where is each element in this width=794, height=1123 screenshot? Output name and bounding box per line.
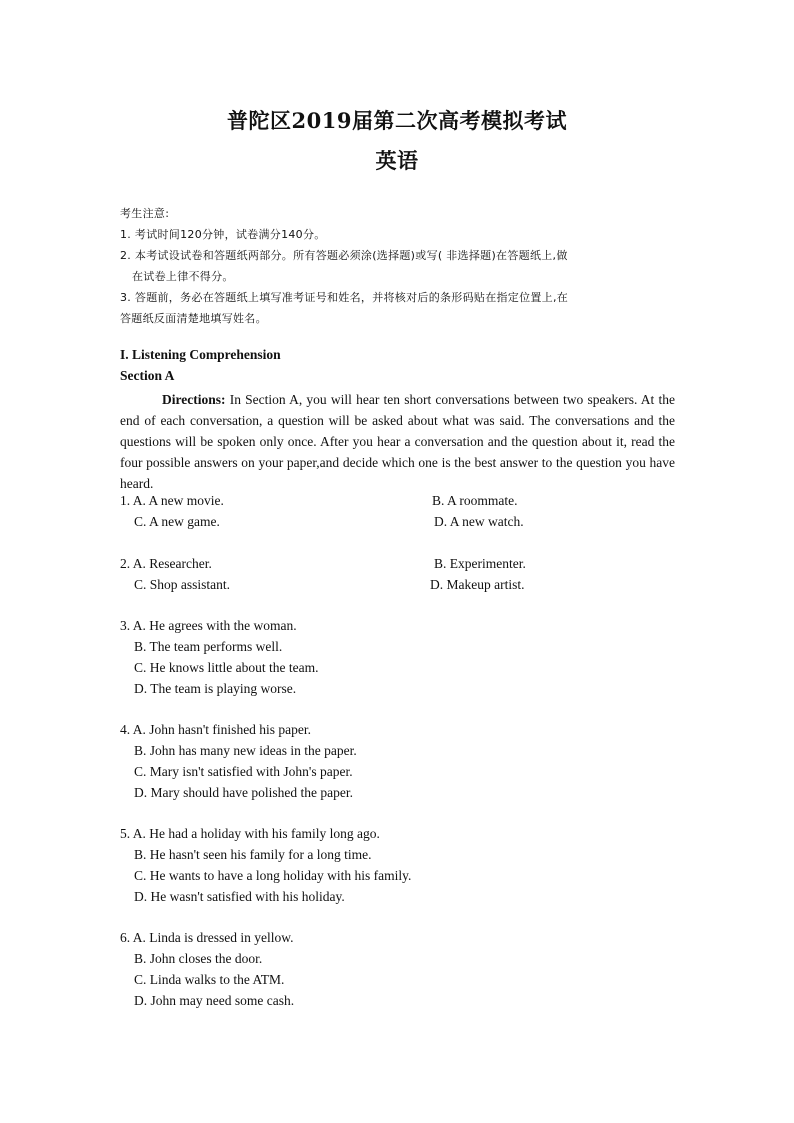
q3-option-a: 3. A. He agrees with the woman. [120,618,297,633]
exam-subject: 英语 [375,148,419,173]
q2-option-a: 2. A. Researcher. [120,556,212,571]
q1-option-b: B. A roommate. [432,493,518,508]
directions-paragraph [120,389,675,494]
directions-text: In Section A, you will hear ten short conversations between two speakers. At the end of each conversation, a question will be asked about what was said. The conversations and the questions will be spoken only once. After you hear a conversation and the question about it, read the four possible answers on your paper,and decide which one is the best answer to the question you have heard. [120,392,675,491]
directions-label: Directions: [162,392,226,407]
candidate-notes [120,203,676,329]
notes-item-2-cont: 在试卷上律不得分。 [132,270,234,283]
q4-option-c: C. Mary isn't satisfied with John's paper. [134,764,353,779]
q3-option-d: D. The team is playing worse. [134,681,297,696]
q1-option-d: D. A new watch. [434,514,524,529]
notes-heading: 考生注意: [120,207,170,220]
q6-option-c: C. Linda walks to the ATM. [134,972,285,987]
exam-title: 普陀区2019届第二次高考模拟考试 [227,108,567,133]
q3-option-b: B. The team performs well. [134,639,283,654]
q5-option-a: 5. A. He had a holiday with his family long ago. [120,826,380,841]
q6-option-b: B. John closes the door. [134,951,263,966]
q4-option-a: 4. A. John hasn't finished his paper. [120,722,312,737]
q4-option-d: D. Mary should have polished the paper. [134,785,353,800]
q2-option-c: C. Shop assistant. [134,577,231,592]
q3-option-c: C. He knows little about the team. [134,660,319,675]
notes-item-2: 2. 本考试设试卷和答题纸两部分。所有答题必须涂(选择题)或写( 非选择题)在答题纸上,做 [120,249,568,262]
q6-option-d: D. John may need some cash. [134,993,295,1008]
q4-option-b: B. John has many new ideas in the paper. [134,743,357,758]
notes-item-1: 1. 考试时间120分钟，试卷满分140分。 [120,228,326,241]
q1-option-c: C. A new game. [134,514,220,529]
section-heading: Section A [120,368,175,383]
q1-option-a: 1. A. A new movie. [120,493,224,508]
notes-item-3: 3. 答题前，务必在答题纸上填写准考证号和姓名，并将核对后的条形码贴在指定位置上,在 [120,291,569,304]
part-heading: I. Listening Comprehension [120,347,281,362]
notes-item-3-cont: 答题纸反面清楚地填写姓名。 [120,312,267,325]
q5-option-c: C. He wants to have a long holiday with his family. [134,868,412,883]
q5-option-d: D. He wasn't satisfied with his holiday. [134,889,345,904]
q6-option-a: 6. A. Linda is dressed in yellow. [120,930,294,945]
q5-option-b: B. He hasn't seen his family for a long time. [134,847,372,862]
q2-option-d: D. Makeup artist. [430,577,525,592]
q2-option-b: B. Experimenter. [434,556,526,571]
